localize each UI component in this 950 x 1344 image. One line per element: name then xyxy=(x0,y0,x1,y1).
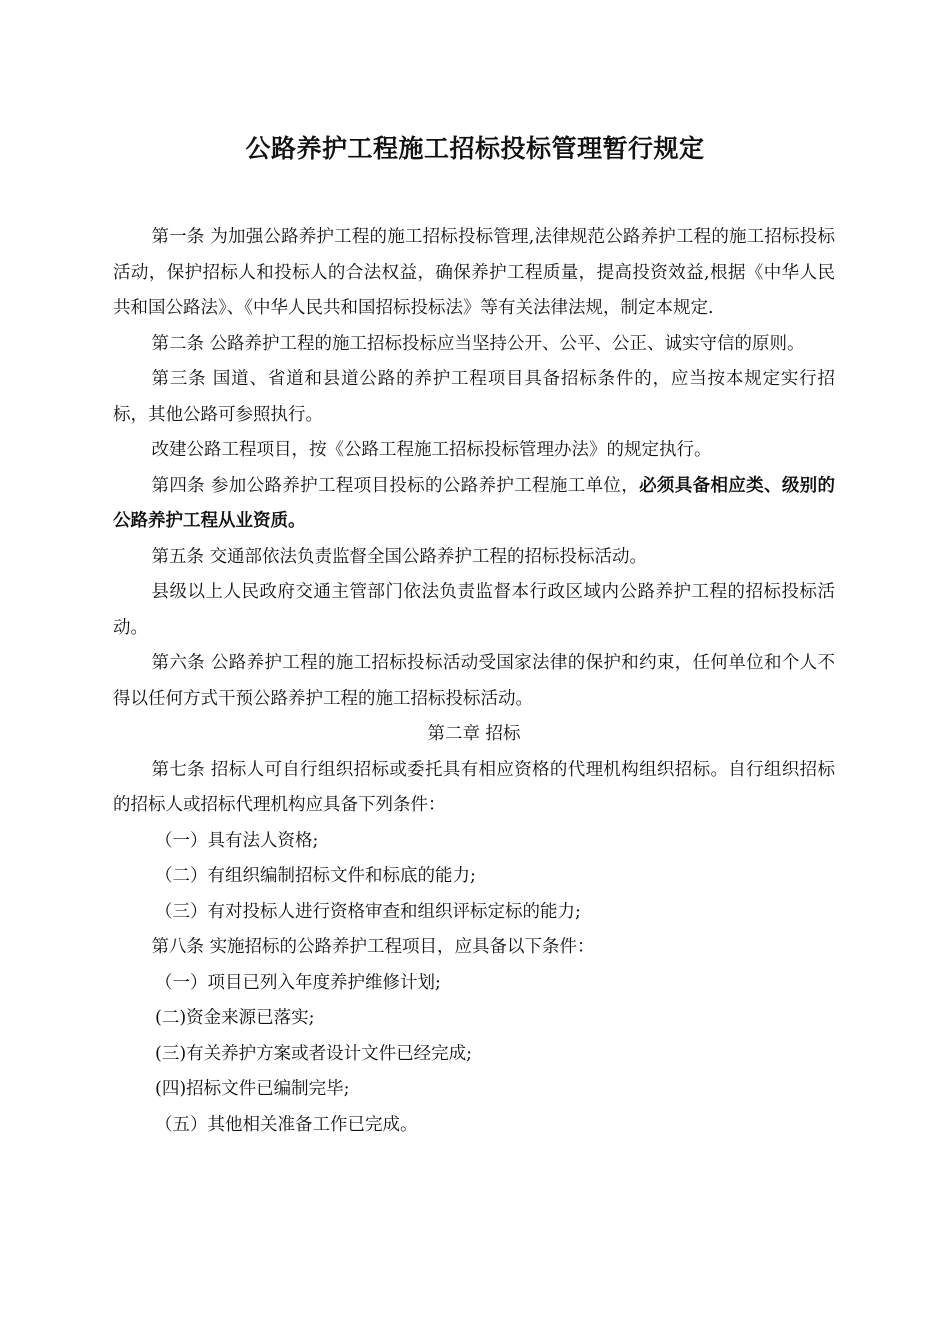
article-6: 第六条 公路养护工程的施工招标投标活动受国家法律的保护和约束，任何单位和个人不得以任何方式干预公路养护工程的施工招标投标活动。 xyxy=(113,653,835,709)
article-7-item-3: （三）有对投标人进行资格审查和组织评标定标的能力; xyxy=(155,901,581,922)
article-3-note: 改建公路工程项目，按《公路工程施工招标投标管理办法》的规定执行。 xyxy=(151,440,712,460)
article-8-item-3: (三)有关养护方案或者设计文件已经完成; xyxy=(155,1043,473,1064)
document-title: 公路养护工程施工招标投标管理暂行规定 xyxy=(245,134,705,163)
article-1: 第一条 为加强公路养护工程的施工招标投标管理,法律规范公路养护工程的施工招标投标活动，保护招标人和投标人的合法权益，确保养护工程质量，提高投资效益,根据《中华人民共和国公路法》、《中华人民共和国招标投标法》等有关法律法规，制定本规定. xyxy=(113,227,835,318)
article-5: 第五条 交通部依法负责监督全国公路养护工程的招标投标活动。 xyxy=(151,546,648,567)
article-8-item-2: (二)资金来源已落实; xyxy=(155,1008,315,1028)
article-8: 第八条 实施招标的公路养护工程项目，应具备以下条件： xyxy=(151,937,595,957)
article-4 xyxy=(113,469,835,540)
article-8-item-1: （一）项目已列入年度养护维修计划; xyxy=(155,972,441,993)
article-3: 第三条 国道、省道和县道公路的养护工程项目具备招标条件的，应当按本规定实行招标，其他公路可参照执行。 xyxy=(113,369,835,425)
chapter-2-heading: 第二章 招标 xyxy=(427,724,521,744)
article-8-item-4: (四)招标文件已编制完毕; xyxy=(155,1079,350,1099)
document-body xyxy=(113,220,835,1143)
article-8-item-5: （五）其他相关准备工作已完成。 xyxy=(155,1114,418,1135)
article-7: 第七条 招标人可自行组织招标或委托具有相应资格的代理机构组织招标。自行组织招标的招标人或招标代理机构应具备下列条件： xyxy=(113,759,835,815)
article-2: 第二条 公路养护工程的施工招标投标应当坚持公开、公平、公正、诚实守信的原则。 xyxy=(151,333,805,354)
article-4-emphasis: 必须具备相应类、级别的公路养护工程从业资质。 xyxy=(113,475,835,531)
article-4-text: 第四条 参加公路养护工程项目投标的公路养护工程施工单位， xyxy=(151,475,640,496)
article-7-item-2: （二）有组织编制招标文件和标底的能力; xyxy=(155,866,476,886)
article-5-note: 县级以上人民政府交通主管部门依法负责监督本行政区域内公路养护工程的招标投标活动。 xyxy=(113,582,835,638)
article-7-item-1: （一）具有法人资格; xyxy=(155,830,319,851)
